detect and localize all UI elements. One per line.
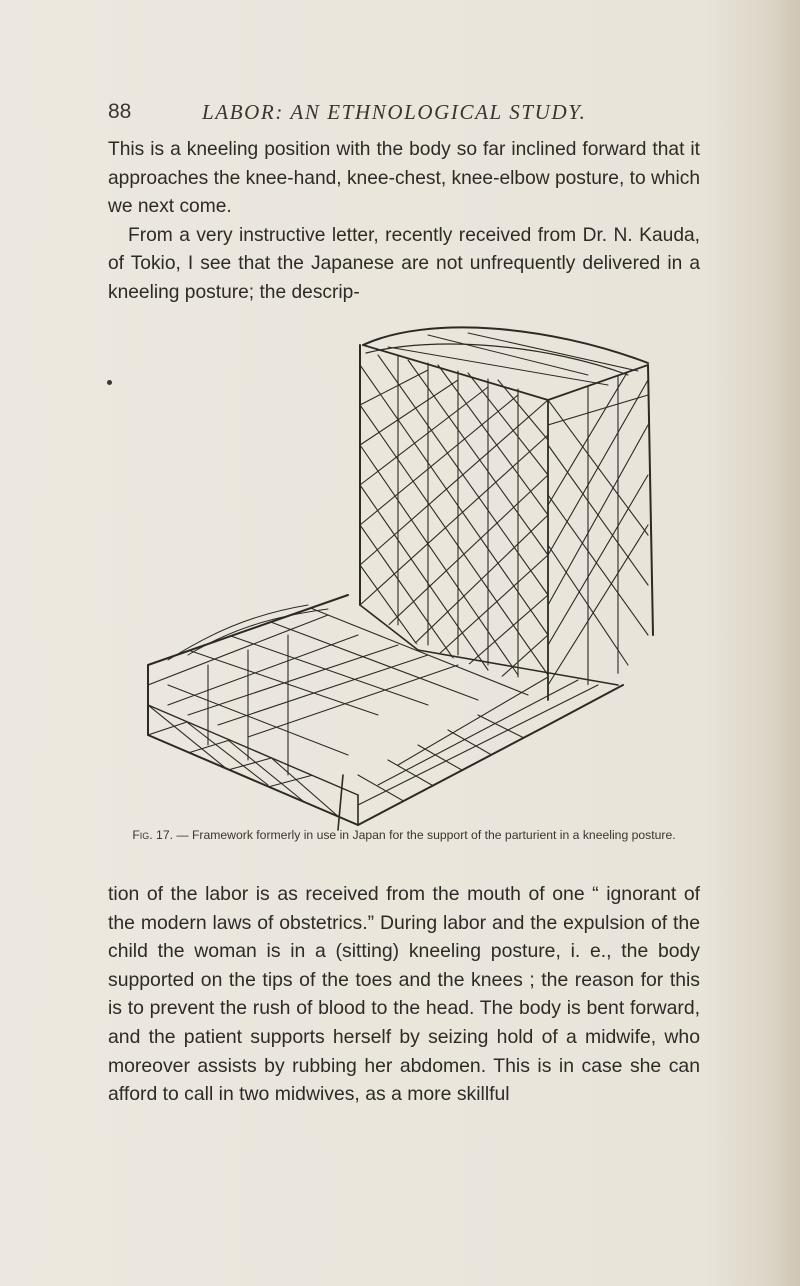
running-head: LABOR: AN ETHNOLOGICAL STUDY. <box>202 100 587 124</box>
paragraph: From a very instructive letter, recently received from Dr. N. Kauda, of Tokio, I see that the Japanese are not unfrequently delivered in a kneeling posture; the descrip- <box>108 224 700 303</box>
figure-illustration <box>128 305 668 835</box>
page-number: 88 <box>108 100 132 123</box>
figure-caption <box>108 827 700 843</box>
kneeling-frame-engraving <box>128 305 668 835</box>
page-header <box>108 100 716 132</box>
figure-caption-text: — Framework formerly in use in Japan for the support of the parturient in a kneeling posture. <box>176 828 676 842</box>
figure-label: Fig. 17. <box>132 828 173 842</box>
paragraph: This is a kneeling position with the body so far inclined forward that it approaches the knee-hand, knee-chest, knee-elbow posture, to which we next come. <box>108 139 700 218</box>
body-text-top <box>108 136 700 308</box>
ink-speck <box>107 380 112 385</box>
paragraph: tion of the labor is as received from the mouth of one “ ignorant of the modern laws of obstetrics.” During labor and the expulsion of the child the woman is in a (sitting) kneeling posture, i. e., the body supported on the tips of the toes and the knees ; the reason for this is to prevent the rush of blood to the head. The body is bent forward, and the patient supports herself by seizing hold of a midwife, who moreover assists by rubbing her abdomen. This is in case she can afford to call in two midwives, as a more skillful <box>108 883 700 1106</box>
body-text-bottom <box>108 880 700 1109</box>
